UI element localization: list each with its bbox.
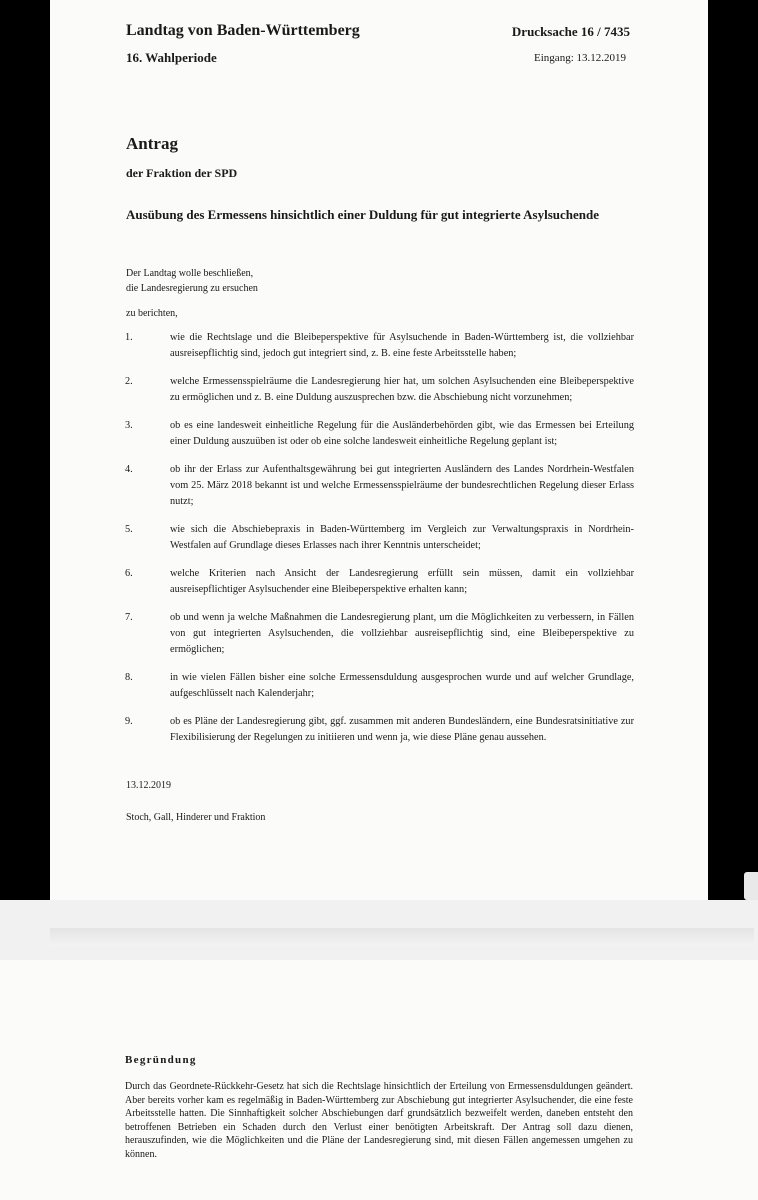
list-item-text: ob es Pläne der Landesregierung gibt, ggf. zusammen mit anderen Bundesländern, eine Bundesratsinitiative zur Flexibilisierung der Regelungen zu initiieren und wenn ja, wie diese Pläne genau aussehen. — [170, 716, 634, 743]
justification-text: Durch das Geordnete-Rückkehr-Gesetz hat sich die Rechtslage hinsichtlich der Erteilung von Ermessensduldungen geändert. Aber bereits vorher kam es regelmäßig in Baden-Württemberg zur Abschiebung gut integrierter Asylsuchender, die eine feste Arbeitsstelle hatten. Die Sinnhaftigkeit solcher Abschiebungen darf grundsätzlich bezweifelt werden, daneben entsteht den betroffenen Betrieben ein Schaden durch den Verlust einer benötigten Arbeitskraft. Der Antrag soll dazu dienen, herauszufinden, wie die Möglichkeiten und die Pläne der Landesregierung sind, mit diesen Fällen angemessen umgehen zu können. — [125, 1081, 633, 1160]
list-item-text: welche Kriterien nach Ansicht der Landesregierung erfüllt sein müssen, damit ein vollziehbar ausreisepflichtiger Asylsuchender eine Bleibeperspektive erhalten kann; — [170, 568, 634, 595]
list-item-text: ob es eine landesweit einheitliche Regelung für die Ausländerbehörden gibt, wie das Ermessen bei Erteilung einer Duldung auszuüben ist oder ob eine solche landesweit einheitliche Regelung geplant ist; — [170, 420, 634, 447]
list-item-text: wie sich die Abschiebepraxis in Baden-Württemberg im Vergleich zur Verwaltungspraxis in Nordrhein-Westfalen auf Grundlage dieses Erlasses nach ihrer Kenntnis unterscheidet; — [170, 524, 634, 551]
list-item — [122, 522, 634, 554]
list-item — [122, 670, 634, 702]
list-item-number: 9. — [125, 716, 133, 727]
motion-subject: Ausübung des Ermessens hinsichtlich einer Duldung für gut integrierte Asylsuchende — [126, 207, 600, 222]
list-item-number: 6. — [125, 568, 133, 579]
list-item — [122, 566, 634, 598]
received-date: Eingang: 13.12.2019 — [534, 52, 626, 64]
list-item-number: 4. — [125, 464, 133, 475]
viewer-margin — [708, 0, 758, 900]
list-item-text: ob und wenn ja welche Maßnahmen die Landesregierung plant, um die Möglichkeiten zu verbessern, in Fällen von gut integrierten Asylsuchenden, die vollziehbar ausreisepflichtig sind, eine Bleibeperspektive zu ermöglichen; — [170, 612, 634, 655]
list-item-number: 5. — [125, 524, 133, 535]
list-item-number: 2. — [125, 376, 133, 387]
list-item-number: 8. — [125, 672, 133, 683]
list-item — [122, 714, 634, 746]
list-item-number: 1. — [125, 332, 133, 343]
signature-date: 13.12.2019 — [126, 780, 171, 791]
list-item — [122, 418, 634, 450]
list-item-text: in wie vielen Fällen bisher eine solche Ermessensduldung ausgesprochen wurde und auf welcher Grundlage, aufgeschlüsselt nach Kalenderjahr; — [170, 672, 634, 699]
scroll-handle[interactable] — [744, 872, 758, 900]
list-item — [122, 462, 634, 510]
justification-heading: Begründung — [125, 1054, 197, 1066]
parliament-title: Landtag von Baden-Württemberg — [126, 22, 360, 39]
motion-faction: der Fraktion der SPD — [126, 166, 238, 180]
motion-heading: Antrag — [126, 134, 178, 153]
list-item — [122, 610, 634, 658]
document-number: Drucksache 16 / 7435 — [511, 24, 630, 39]
legislative-period: 16. Wahlperiode — [126, 50, 217, 65]
request-list — [122, 330, 634, 746]
list-item-text: welche Ermessensspielräume die Landesregierung hier hat, um solchen Asylsuchenden eine Bleibeperspektive zu ermöglichen und z. B. eine Duldung auszusprechen bzw. die Abschiebung nicht vorzunehmen; — [170, 376, 634, 403]
list-item-text: wie die Rechtslage und die Bleibeperspektive für Asylsuchende in Baden-Württemberg ist, die vollziehbar ausreisepflichtig sind, jedoch gut integriert sind, z. B. eine feste Arbeitsstelle haben; — [170, 332, 634, 359]
signers: Stoch, Gall, Hinderer und Fraktion — [126, 812, 266, 823]
document-page-1 — [50, 0, 708, 900]
list-item-number: 3. — [125, 420, 133, 431]
intro-line-1: Der Landtag wolle beschließen, — [126, 268, 254, 279]
list-item — [122, 330, 634, 362]
intro-line-2: die Landesregierung zu ersuchen — [126, 283, 258, 294]
list-item — [122, 374, 634, 406]
page-shadow — [50, 928, 754, 946]
list-item-text: ob ihr der Erlass zur Aufenthaltsgewährung bei gut integrierten Ausländern des Landes Nordrhein-Westfalen vom 25. März 2018 bekannt ist und welche Ermessensspielräume der bundesrechtlichen Regelung dieser Erlass nutzt; — [170, 464, 634, 507]
list-item-number: 7. — [125, 612, 133, 623]
intro-line-3: zu berichten, — [126, 308, 178, 319]
